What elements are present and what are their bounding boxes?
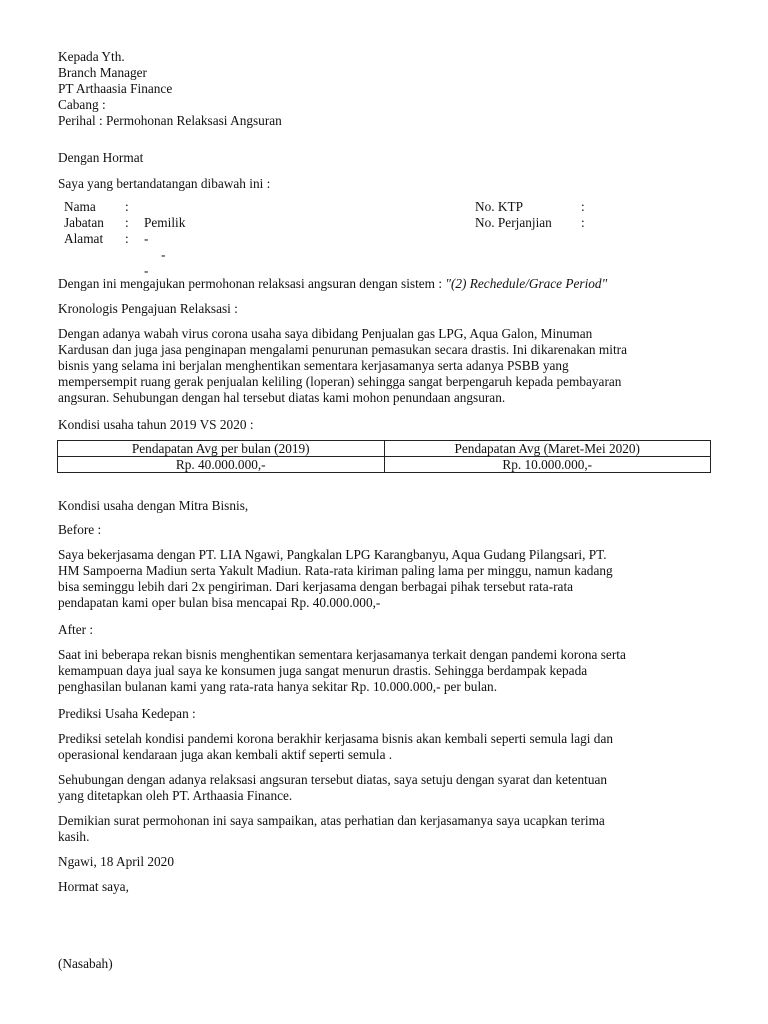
closing-paragraph: [58, 813, 710, 845]
closing-line: Demikian surat permohonan ini saya sampaikan, atas perhatian dan kerjasamanya saya ucapkan terima: [58, 813, 605, 828]
address-company: PT Arthaasia Finance: [58, 81, 173, 96]
address-line-2: -: [161, 247, 166, 262]
signatory: (Nasabah): [58, 956, 113, 971]
identity-row-position: [64, 215, 624, 231]
agreement-line: Sehubungan dengan adanya relaksasi angsuran tersebut diatas, saya setuju dengan syarat dan ketentuan: [58, 772, 608, 787]
chronology-heading: Kronologis Pengajuan Relaksasi :: [58, 301, 238, 316]
chronology-line: Dengan adanya wabah virus corona usaha saya dibidang Penjualan gas LPG, Aqua Galon, Minuman: [58, 326, 593, 341]
regards: Hormat saya,: [58, 879, 129, 894]
position-label: Jabatan: [64, 215, 104, 230]
header-income-2020: Pendapatan Avg (Maret-Mei 2020): [384, 441, 711, 457]
after-paragraph: [58, 647, 710, 695]
letter-subject: Perihal : Permohonan Relaksasi Angsuran: [58, 113, 282, 128]
forecast-line: Prediksi setelah kondisi pandemi korona berakhir kerjasama bisnis akan kembali seperti semula lagi dan: [58, 731, 613, 746]
header-income-2019: Pendapatan Avg per bulan (2019): [58, 441, 385, 457]
after-line: penghasilan bulanan kami yang rata-rata hanya sekitar Rp. 10.000.000,- per bulan.: [58, 679, 498, 694]
agreement-label: No. Perjanjian: [475, 215, 552, 230]
request-system: "(2) Rechedule/Grace Period": [445, 276, 608, 291]
agreement-line: yang ditetapkan oleh PT. Arthaasia Finance.: [58, 788, 293, 803]
intro-text: Saya yang bertandatangan dibawah ini :: [58, 176, 271, 191]
income-2020-value: Rp. 10.000.000,-: [384, 457, 711, 473]
request-text: Dengan ini mengajukan permohonan relaksasi angsuran dengan sistem :: [58, 276, 443, 291]
chronology-line: mempersempit ruang gerak penjualan keliling (loperan) sehingga sangat berpengaruh kepada pembayaran: [58, 374, 622, 389]
address-block: [58, 49, 710, 129]
ktp-colon: :: [581, 199, 585, 214]
before-line: Saya bekerjasama dengan PT. LIA Ngawi, Pangkalan LPG Karangbanyu, Aqua Gudang Pilangsari, PT.: [58, 547, 607, 562]
forecast-heading: Prediksi Usaha Kedepan :: [58, 706, 196, 721]
agreement-colon: :: [581, 215, 585, 230]
address-line-3: -: [144, 263, 149, 278]
request-line: [58, 276, 710, 292]
identity-row-name: [64, 199, 624, 215]
position-value: Pemilik: [144, 215, 186, 230]
after-label: After :: [58, 622, 94, 637]
closing-line: kasih.: [58, 829, 90, 844]
address-colon: :: [125, 231, 129, 246]
name-colon: :: [125, 199, 129, 214]
income-2019-value: Rp. 40.000.000,-: [58, 457, 385, 473]
after-line: Saat ini beberapa rekan bisnis menghentikan sementara kerjasamanya terkait dengan pandemi korona serta: [58, 647, 626, 662]
position-colon: :: [125, 215, 129, 230]
address-recipient: Branch Manager: [58, 65, 147, 80]
table-header-row: [58, 441, 711, 457]
address-label: Alamat: [64, 231, 104, 246]
address-line-1: -: [144, 231, 149, 246]
ktp-label: No. KTP: [475, 199, 524, 214]
identity-row-address-2: [64, 247, 624, 263]
chronology-line: Kardusan dan juga jasa penginapan mengalami penurunan pemasukan secara drastis. Ini dikarenakan mitra: [58, 342, 627, 357]
before-paragraph: [58, 547, 710, 611]
chronology-paragraph: [58, 326, 710, 406]
address-to: Kepada Yth.: [58, 49, 125, 64]
agreement-paragraph: [58, 772, 710, 804]
income-comparison-table: [57, 440, 711, 473]
after-line: kemampuan daya jual saya ke konsumen juga sangat menurun drastis. Sehingga berdampak kepada: [58, 663, 588, 678]
identity-table: [64, 199, 624, 279]
greeting: Dengan Hormat: [58, 150, 144, 165]
table-row: [58, 457, 711, 473]
before-line: HM Sampoerna Madiun serta Yakult Madiun. Rata-rata kiriman paling lama per minggu, namun kadang: [58, 563, 613, 578]
address-branch: Cabang :: [58, 97, 106, 112]
identity-row-address: [64, 231, 624, 247]
partner-heading: Kondisi usaha dengan Mitra Bisnis,: [58, 498, 249, 513]
before-line: pendapatan kami oper bulan bisa mencapai Rp. 40.000.000,-: [58, 595, 381, 610]
place-date: Ngawi, 18 April 2020: [58, 854, 174, 869]
before-line: bisa seminggu lebih dari 2x pengiriman. Dari kerjasama dengan berbagai pihak tersebut rata-rata: [58, 579, 574, 594]
forecast-paragraph: [58, 731, 710, 763]
before-label: Before :: [58, 522, 102, 537]
chronology-line: bisnis yang selama ini berjalan menghentikan sementara kerjasamanya serta adanya PSBB yang: [58, 358, 569, 373]
condition-heading: Kondisi usaha tahun 2019 VS 2020 :: [58, 417, 254, 432]
name-label: Nama: [64, 199, 96, 214]
forecast-line: operasional kendaraan juga akan kembali aktif seperti semula .: [58, 747, 393, 762]
chronology-line: angsuran. Sehubungan dengan hal tersebut diatas kami mohon penundaan angsuran.: [58, 390, 506, 405]
